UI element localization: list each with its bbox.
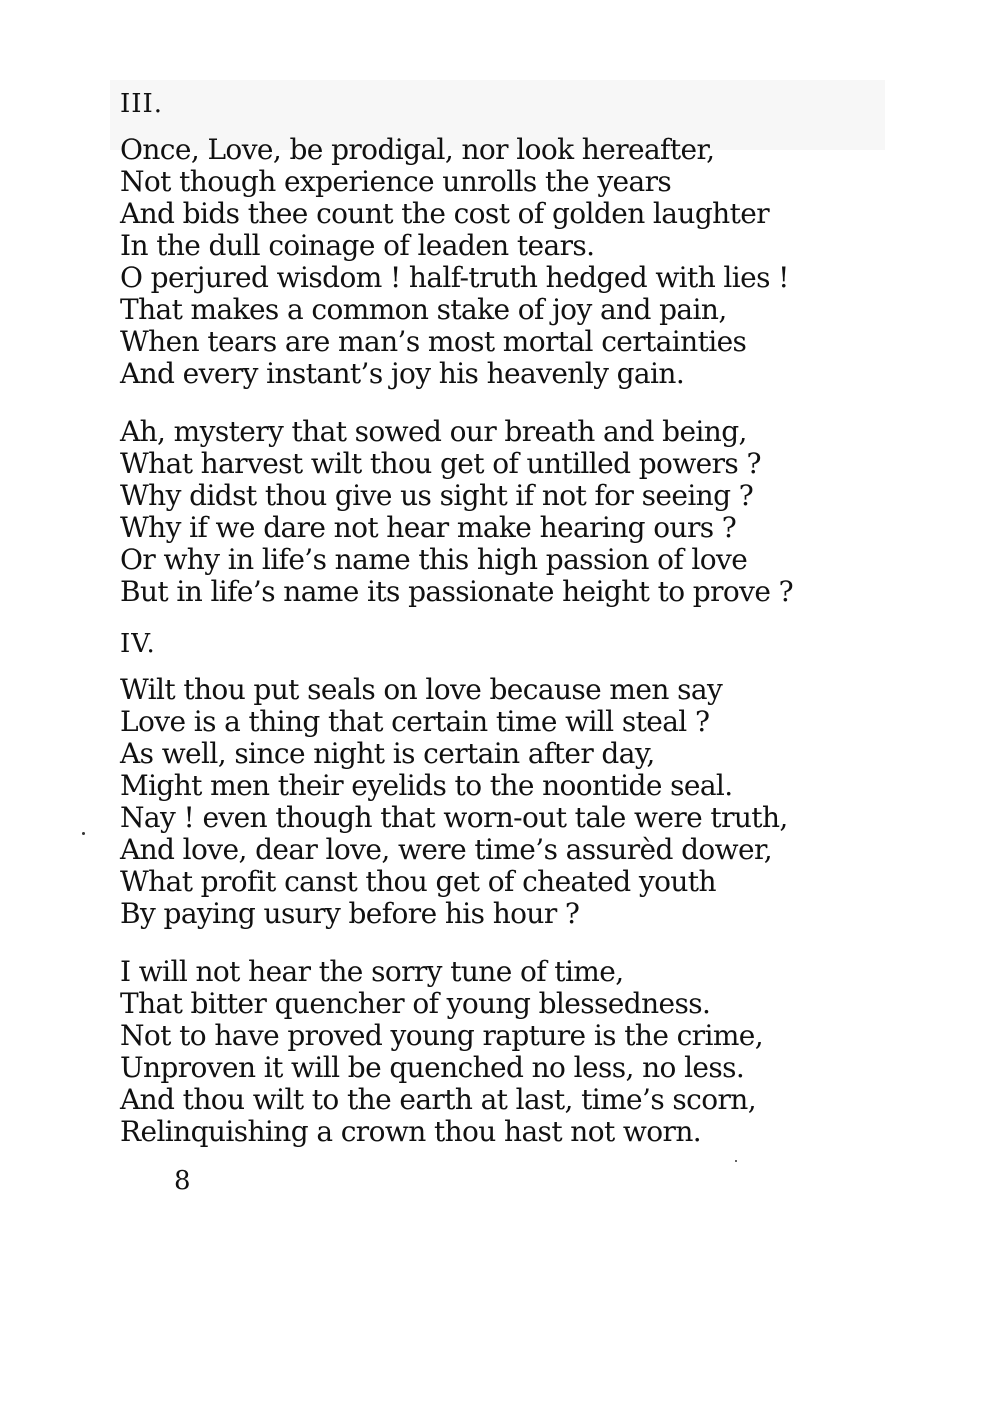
poem-line: That makes a common stake of joy and pain, — [120, 293, 727, 326]
poem-line: And bids thee count the cost of golden laughter — [120, 197, 769, 230]
poem-line: And love, dear love, were time’s assurèd dower, — [120, 833, 773, 866]
stanza — [120, 956, 880, 1148]
poem-line: Love is a thing that certain time will steal ? — [120, 705, 710, 738]
page-number: 8 — [174, 1166, 191, 1196]
poem-line: Why didst thou give us sight if not for seeing ? — [120, 479, 754, 512]
poem-line: Not though experience unrolls the years — [120, 165, 672, 198]
poem-line: Not to have proved young rapture is the crime, — [120, 1019, 764, 1052]
poem-line: By paying usury before his hour ? — [120, 897, 580, 930]
section-gap — [120, 608, 880, 626]
poem-line: Wilt thou put seals on love because men say — [120, 673, 723, 706]
stanza — [120, 416, 880, 608]
poem-line: Once, Love, be prodigal, nor look hereafter, — [120, 133, 715, 166]
poem-line: That bitter quencher of young blessedness. — [120, 987, 711, 1020]
poem-line: I will not hear the sorry tune of time, — [120, 955, 624, 988]
section-numeral: IV. — [120, 629, 156, 659]
poem-line: In the dull coinage of leaden tears. — [120, 229, 595, 262]
section-iii — [120, 86, 880, 608]
poem-line: Might men their eyelids to the noontide seal. — [120, 769, 733, 802]
poem-line: But in life’s name its passionate height to prove ? — [120, 575, 794, 608]
poem-line: When tears are man’s most mortal certainties — [120, 325, 747, 358]
poem-line: Ah, mystery that sowed our breath and being, — [120, 415, 747, 448]
stanza — [120, 134, 880, 390]
poem-line: Unproven it will be quenched no less, no less. — [120, 1051, 745, 1084]
poem-line: Or why in life’s name this high passion of love — [120, 543, 748, 576]
poem-line: Nay ! even though that worn-out tale were truth, — [120, 801, 788, 834]
poem-line: And every instant’s joy his heavenly gain. — [120, 357, 685, 390]
scan-speck — [735, 1160, 737, 1162]
poem-line: What profit canst thou get of cheated youth — [120, 865, 716, 898]
stanza — [120, 674, 880, 930]
poem-line: O perjured wisdom ! half-truth hedged with lies ! — [120, 261, 789, 294]
poem — [120, 86, 880, 1148]
poem-line: Why if we dare not hear make hearing ours ? — [120, 511, 737, 544]
poem-line: As well, since night is certain after day, — [120, 737, 655, 770]
poem-line: And thou wilt to the earth at last, time’s scorn, — [120, 1083, 757, 1116]
stanza-gap — [120, 390, 880, 416]
section-numeral: III. — [120, 89, 164, 119]
poem-line: Relinquishing a crown thou hast not worn. — [120, 1115, 702, 1148]
section-iv — [120, 626, 880, 1148]
poem-line: What harvest wilt thou get of untilled powers ? — [120, 447, 761, 480]
stanza-gap — [120, 930, 880, 956]
scan-speck — [82, 832, 85, 835]
